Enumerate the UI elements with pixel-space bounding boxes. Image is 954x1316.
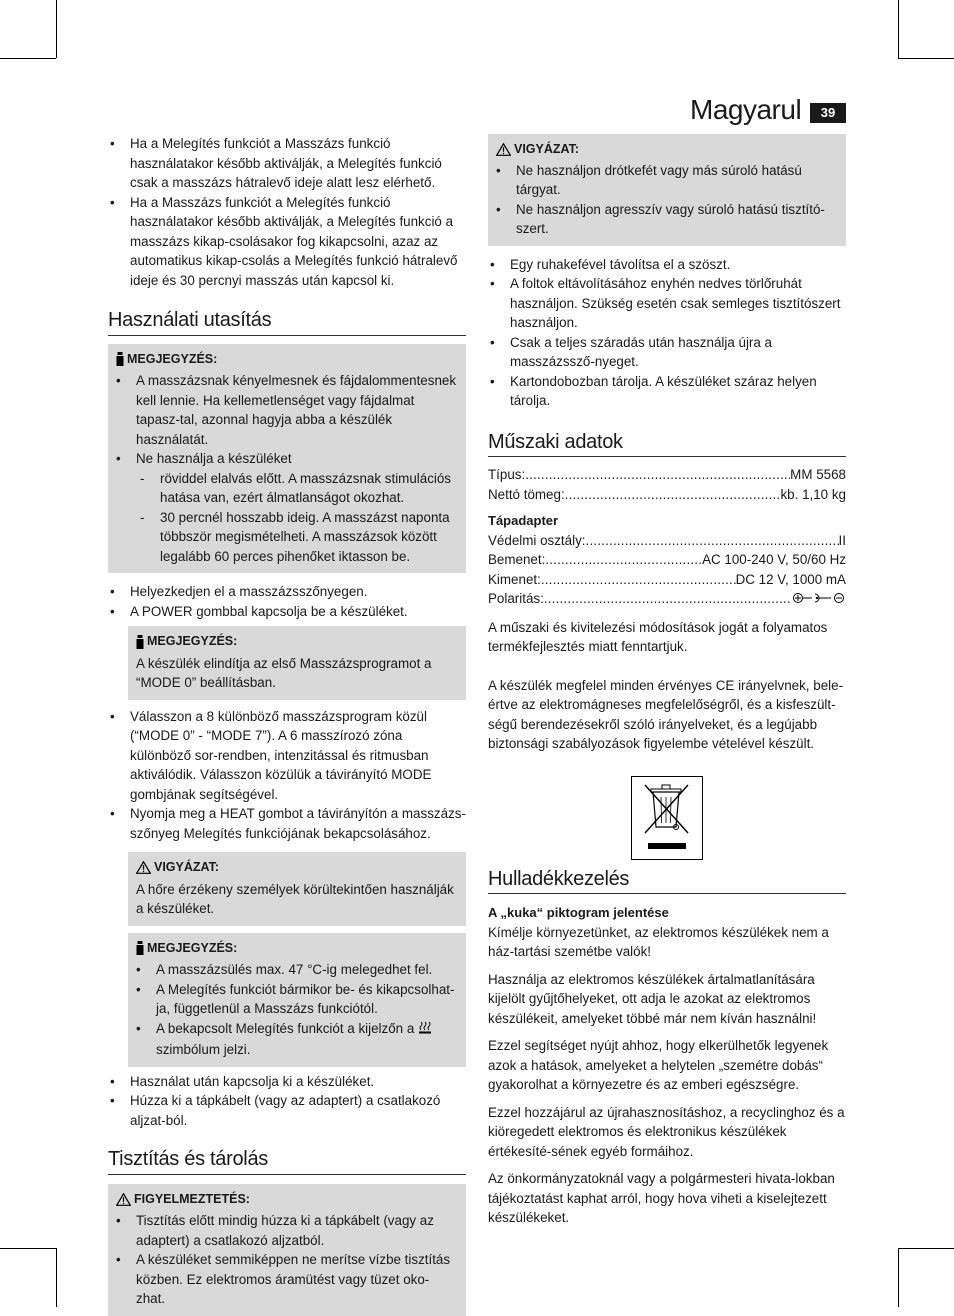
dot-leader <box>541 570 736 590</box>
disposal-paragraph: Ezzel hozzájárul az újrahasznosításhoz, a recyclinghoz és a kiöregedett elektromos és elektronikus készülékek értékesíté-sének egyéb formáihoz. <box>488 1104 845 1159</box>
warning-list <box>116 1211 458 1309</box>
info-icon <box>136 941 144 955</box>
page-title: Magyarul <box>690 94 802 125</box>
section-heading-specs: Műszaki adatok <box>488 433 846 458</box>
spec-label: Típus: <box>488 467 526 482</box>
disposal-subheading: A „kuka“ piktogram jelentése <box>488 905 669 920</box>
crop-mark <box>898 58 954 59</box>
steps-list <box>108 707 466 844</box>
note-list <box>136 960 458 1060</box>
reserve-text: A műszaki és kivitelezési módosítások jogát a folyamatos termékfejlesztés miatt fenntartjuk. <box>488 619 828 654</box>
list-item: • A készüléket semmiképpen ne merítse vízbe tisztítás közben. Ez elektromos áramütést vagy tüzet oko-zhat. <box>116 1250 458 1309</box>
list-item: - röviddel elalvás előtt. A masszázsnak stimulációs hatása van, ezért álmatlanságot okozhat. <box>136 469 458 508</box>
dot-leader <box>525 465 790 485</box>
note-header <box>136 632 458 652</box>
note-header <box>116 350 458 370</box>
crop-mark <box>56 0 57 58</box>
caution-header <box>496 140 838 160</box>
list-item-text: A bekapcsolt Melegítés funkciót a kijelzőn a <box>156 1020 415 1036</box>
spec-row-type <box>488 465 846 485</box>
section-heading-disposal: Hulladékkezelés <box>488 870 846 895</box>
intro-list <box>108 134 466 290</box>
crop-mark <box>0 58 56 59</box>
note-header <box>136 939 458 959</box>
note-box <box>128 933 466 1067</box>
dot-leader <box>586 531 839 551</box>
spec-row-input <box>488 550 846 570</box>
section-heading-usage: Használati utasítás <box>108 311 466 336</box>
list-item: • Ne használjon agresszív vagy súroló hatású tisztító-szert. <box>496 200 838 239</box>
spec-row-protection <box>488 531 846 551</box>
spec-value: DC 12 V, 1000 mA <box>735 571 846 587</box>
polarity-icon <box>792 589 846 609</box>
list-item: • A POWER gombbal kapcsolja be a készüléket. <box>108 602 466 622</box>
spec-row-polarity <box>488 589 846 609</box>
caution-label: VIGYÁZAT: <box>154 860 220 874</box>
caution-box <box>128 852 466 926</box>
spec-value: MM 5568 <box>790 467 846 482</box>
crop-mark <box>0 1248 56 1249</box>
page-number: 39 <box>810 103 846 123</box>
note-box <box>128 626 466 700</box>
list-item: • A masszázsülés max. 47 °C-ig melegedhet fel. <box>136 960 458 980</box>
note-text: A készülék elindítja az első Masszázsprogramot a “MODE 0” beállításban. <box>136 655 432 690</box>
list-item: • Ne használjon drótkefét vagy más súroló hatású tárgyat. <box>496 161 838 200</box>
note-label: MEGJEGYZÉS: <box>147 940 238 955</box>
list-item <box>136 1019 458 1060</box>
note-label: MEGJEGYZÉS: <box>147 634 238 648</box>
list-item: • Válasszon a 8 különböző masszázsprogram közül (“MODE 0” - “MODE 7”). A 6 masszírozó zóna különböző sor-rendben, intenzitással és ritmusban aktiválódik. Válasszon közülük a távirányító MODE gombjának segítségével. <box>108 707 466 805</box>
steps-list <box>108 582 466 621</box>
list-item: • Ha a Melegítés funkciót a Masszázs funkció használatakor később aktiválják, a Melegítés funkció csak a masszázs hátralevő ideje alatt lesz elérhető. <box>108 134 466 193</box>
disposal-paragraph: Használja az elektromos készülékek ártalmatlanítására kijelölt gyűjtőhelyeket, ott adja le azokat az elektromos készülékeit, amelyeket többé már nem kíván használni! <box>488 971 817 1026</box>
spec-label: Polaritás: <box>488 591 544 606</box>
crop-mark <box>898 1248 954 1249</box>
adapter-heading: Tápadapter <box>488 513 559 528</box>
list-item: • A Melegítés funkciót bármikor be- és kikapcsolhat-ja, függetlenül a Masszázs funkciótól. <box>136 980 458 1019</box>
dot-leader <box>545 550 702 570</box>
list-item: - 30 percnél hosszabb ideig. A masszázst naponta többször megismételheti. A masszázsok között legalább 60 perces pihenőket iktasson be. <box>136 508 458 567</box>
dot-leader <box>565 485 781 505</box>
disposal-paragraph: Ezzel segítséget nyújt ahhoz, hogy elkerülhetők legyenek azok a hatások, amelyeket a helytelen „szemétre dobás“ gyakorolhat a környezetre és az emberi egészségre. <box>488 1038 829 1092</box>
list-item: • Kartondobozban tárolja. A készüléket száraz helyen tárolja. <box>488 372 846 411</box>
warning-icon <box>136 861 151 874</box>
caution-header <box>136 858 458 878</box>
info-icon <box>116 352 124 366</box>
crop-mark <box>898 0 899 58</box>
crossed-bin-icon <box>631 776 703 860</box>
caution-list <box>496 161 838 239</box>
warning-icon <box>496 143 511 156</box>
warning-box <box>108 1184 466 1316</box>
list-item: • Ha a Masszázs funkciót a Melegítés funkció használatakor később aktiválják, a Melegítés funkció a masszázs kikap-csolásakor fog kikapcsolni, azaz az automatikus kikap-csolás a Melegítés funkció hátralevő ideje és 30 percnyi masszás után kapcsol ki. <box>108 193 466 291</box>
spec-value: kb. 1,10 kg <box>780 486 846 502</box>
weee-symbol <box>488 776 846 860</box>
list-item-text: Ne használja a készüléket <box>136 451 292 466</box>
list-item-text: szimbólum jelzi. <box>156 1042 251 1057</box>
spec-label: Védelmi osztály: <box>488 532 586 548</box>
crop-mark <box>56 1248 57 1307</box>
specs-table <box>488 465 846 609</box>
dash-list <box>136 469 458 567</box>
disposal-paragraph: Az önkormányzatoknál vagy a polgármesteri hivata-lokban tájékoztatást kaphat arról, hogy hova viheti a kiselejtezett készülékeket. <box>488 1171 835 1225</box>
heat-icon <box>418 1021 432 1041</box>
list-item: • Helyezkedjen el a masszázsszőnyegen. <box>108 582 466 602</box>
list-item: • Nyomja meg a HEAT gombot a távirányítón a masszázs-szőnyeg Melegítés funkciójának bekapcsolásához. <box>108 804 466 843</box>
spec-row-output <box>488 570 846 590</box>
warning-label: FIGYELMEZTETÉS: <box>134 1191 250 1206</box>
list-item: • Egy ruhakefével távolítsa el a szöszt. <box>488 255 846 275</box>
caution-text: A hőre érzékeny személyek körültekintően használják a készüléket. <box>136 881 454 916</box>
info-icon <box>136 635 144 649</box>
disposal-paragraph: Kímélje környezetünket, az elektromos készülékek nem a ház-tartási szemétbe valók! <box>488 924 829 959</box>
left-column <box>108 134 466 1316</box>
caution-label: VIGYÁZAT: <box>514 142 580 156</box>
care-list <box>488 255 846 411</box>
list-item: • A masszázsnak kényelmesnek és fájdalommentesnek kell lennie. Ha kellemetlenséget vagy fájdalmat tapasz-tal, azonnal hagyja abba a készülék használatát. <box>116 371 458 449</box>
list-item: • Csak a teljes száradás után használja újra a masszázssző-nyeget. <box>488 333 846 372</box>
spec-label: Nettó tömeg: <box>488 486 565 502</box>
note-box <box>108 344 466 574</box>
spec-label: Bemenet: <box>488 552 546 567</box>
list-item: • Használat után kapcsolja ki a készüléket. <box>108 1072 466 1092</box>
spec-row-weight <box>488 485 846 505</box>
section-heading-cleaning: Tisztítás és tárolás <box>108 1150 466 1175</box>
warning-icon <box>116 1193 131 1206</box>
steps-list <box>108 1072 466 1131</box>
spec-value: AC 100-240 V, 50/60 Hz <box>702 552 846 567</box>
list-item <box>116 449 458 566</box>
warning-header <box>116 1190 458 1210</box>
list-item: • A foltok eltávolításához enyhén nedves törlőruhát használjon. Szükség esetén csak semleges tisztítószert használjon. <box>488 274 846 333</box>
spec-value: II <box>838 532 846 548</box>
dot-leader <box>544 589 792 609</box>
note-label: MEGJEGYZÉS: <box>127 351 218 366</box>
note-list <box>116 371 458 566</box>
spec-label: Kimenet: <box>488 571 541 587</box>
list-item: • Tisztítás előtt mindig húzza ki a tápkábelt (vagy az adaptert) a csatlakozó aljzatból. <box>116 1211 458 1250</box>
right-column <box>488 134 846 1228</box>
crop-mark <box>898 1248 899 1307</box>
caution-box <box>488 134 846 246</box>
ce-text: A készülék megfelel minden érvényes CE irányelvnek, bele-értve az elektromágneses megfelelőségről, és a kisfeszült-ségű berendezésekről szóló irányelveket, és a legújabb biztonsági szabályozások figyelembe vételével készült. <box>488 677 844 751</box>
list-item: • Húzza ki a tápkábelt (vagy az adaptert) a csatlakozó aljzat-ból. <box>108 1091 466 1130</box>
